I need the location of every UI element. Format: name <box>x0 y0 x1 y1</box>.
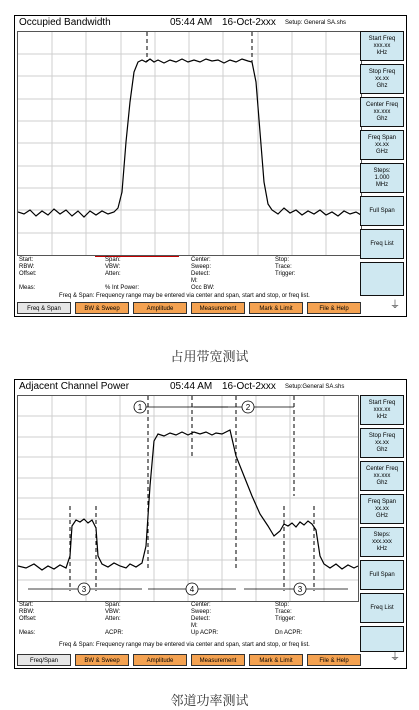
clock: 05:44 AM <box>170 381 213 392</box>
marker-2-label: 2 <box>245 403 251 412</box>
caption-adjacent-channel-power: 邻道功率测试 <box>170 694 249 709</box>
spectrum-plot[interactable] <box>17 395 359 602</box>
info-atten: Atten: <box>105 616 121 622</box>
info-vbw: VBW: <box>105 264 121 270</box>
screen-title: Occupied Bandwidth <box>19 17 111 28</box>
info-vbw: VBW: <box>105 609 121 615</box>
softkey-steps[interactable]: Steps: 1.000 MHz <box>360 163 404 193</box>
tab-bw-sweep[interactable]: BW & Sweep <box>75 654 129 666</box>
softkey-start-freq[interactable]: Start Freq xxx.xx kHz <box>360 395 404 425</box>
tab-freq-span[interactable]: Freq & Span <box>17 302 71 314</box>
setup-file: Setup:General SA.shs <box>285 384 345 390</box>
marker-3-right-label: 3 <box>297 585 303 594</box>
marker-4-label: 4 <box>189 585 195 594</box>
info-sweep: Sweep: <box>191 609 212 615</box>
info-m: M: <box>191 623 198 629</box>
date: 16-Oct-2xxx <box>222 381 276 392</box>
screen-header <box>15 16 355 30</box>
info-offset: Offset: <box>19 616 37 622</box>
softkey-freq-span[interactable]: Freq Span xx.xx GHz <box>360 494 404 524</box>
tab-amplitude[interactable]: Amplitude <box>133 654 187 666</box>
softkey-panel <box>360 395 404 655</box>
info-acpr: ACPR: <box>105 630 124 636</box>
info-detect: Detect: <box>191 616 211 622</box>
info-rbw: RBW: <box>19 264 35 270</box>
info-occ-bw: Occ BW: <box>191 285 215 291</box>
tab-freq-span[interactable]: Freq/Span <box>17 654 71 666</box>
info-trace: Trace: <box>275 609 292 615</box>
hint-text: Freq & Span: Frequency range may be entered via center and span, start and stop, or freq list. <box>59 642 310 648</box>
menu-tab-bar <box>17 654 363 666</box>
softkey-center-freq[interactable]: Center Freq xx.xxx Ghz <box>360 461 404 491</box>
info-trace: Trace: <box>275 264 292 270</box>
info-start: Start: <box>19 602 34 608</box>
menu-tab-bar <box>17 302 363 314</box>
info-stop: Stop: <box>275 602 290 608</box>
softkey-steps[interactable]: Steps: xxx.xxx kHz <box>360 527 404 557</box>
softkey-start-freq[interactable]: Start Freq xxx.xx kHz <box>360 31 404 61</box>
info-center: Center: <box>191 602 211 608</box>
info-sweep: Sweep: <box>191 264 212 270</box>
info-int-power: % Int Power: <box>105 285 140 291</box>
screen-title: Adjacent Channel Power <box>19 381 130 392</box>
adjacent-channel-power-screen <box>14 379 407 669</box>
tab-file-help[interactable]: File & Help <box>307 302 361 314</box>
softkey-full-span[interactable]: Full Span <box>360 560 404 590</box>
screen-header <box>15 380 355 394</box>
softkey-full-span[interactable]: Full Span <box>360 196 404 226</box>
tab-measurement[interactable]: Measurement <box>191 302 245 314</box>
info-center: Center: <box>191 257 211 263</box>
tab-measurement[interactable]: Measurement <box>191 654 245 666</box>
power-plug-icon: ⏚ <box>390 300 400 311</box>
softkey-center-freq[interactable]: Center Freq xx.xxx Ghz <box>360 97 404 127</box>
info-meas: Meas: <box>19 630 36 636</box>
setup-file: Setup: General SA.shs <box>285 20 347 26</box>
softkey-blank[interactable] <box>360 626 404 652</box>
info-panel <box>19 602 359 642</box>
info-m: M: <box>191 278 198 284</box>
info-trigger: Trigger: <box>275 271 296 277</box>
softkey-freq-list[interactable]: Freq List <box>360 593 404 623</box>
info-atten: Atten: <box>105 271 121 277</box>
power-plug-icon: ⏚ <box>390 652 400 663</box>
softkey-freq-list[interactable]: Freq List <box>360 229 404 259</box>
tab-file-help[interactable]: File & Help <box>307 654 361 666</box>
info-trigger: Trigger: <box>275 616 296 622</box>
info-start: Start: <box>19 257 34 263</box>
tab-amplitude[interactable]: Amplitude <box>133 302 187 314</box>
info-stop: Stop: <box>275 257 290 263</box>
info-span: Span: <box>105 602 121 608</box>
marker-1-label: 1 <box>137 403 143 412</box>
marker-3-left-label: 3 <box>81 585 87 594</box>
softkey-blank[interactable] <box>360 262 404 296</box>
info-meas: Meas: <box>19 285 36 291</box>
spectrum-svg <box>18 396 358 601</box>
info-rbw: RBW: <box>19 609 35 615</box>
info-dn-acpr: Dn ACPR: <box>275 630 303 636</box>
clock: 05:44 AM <box>170 17 213 28</box>
info-detect: Detect: <box>191 271 211 277</box>
softkey-freq-span[interactable]: Freq Span xx.xx GHz <box>360 130 404 160</box>
hint-text: Freq & Span: Frequency range may be entered via center and span, start and stop, or freq list. <box>59 293 310 299</box>
tab-bw-sweep[interactable]: BW & Sweep <box>75 302 129 314</box>
tab-mark-limit[interactable]: Mark & Limit <box>249 302 303 314</box>
info-offset: Offset: <box>19 271 37 277</box>
softkey-stop-freq[interactable]: Stop Freq xx.xx Ghz <box>360 64 404 94</box>
softkey-panel <box>360 31 404 301</box>
date: 16-Oct-2xxx <box>222 17 276 28</box>
caption-occupied-bandwidth: 占用带宽测试 <box>170 350 249 365</box>
info-span: Span: <box>105 257 121 263</box>
tab-mark-limit[interactable]: Mark & Limit <box>249 654 303 666</box>
occupied-bandwidth-screen <box>14 15 407 317</box>
info-up-acpr: Up ACPR: <box>191 630 219 636</box>
spectrum-svg <box>18 32 361 255</box>
softkey-stop-freq[interactable]: Stop Freq xx.xx Ghz <box>360 428 404 458</box>
spectrum-plot[interactable] <box>17 31 362 256</box>
info-panel <box>19 257 359 297</box>
